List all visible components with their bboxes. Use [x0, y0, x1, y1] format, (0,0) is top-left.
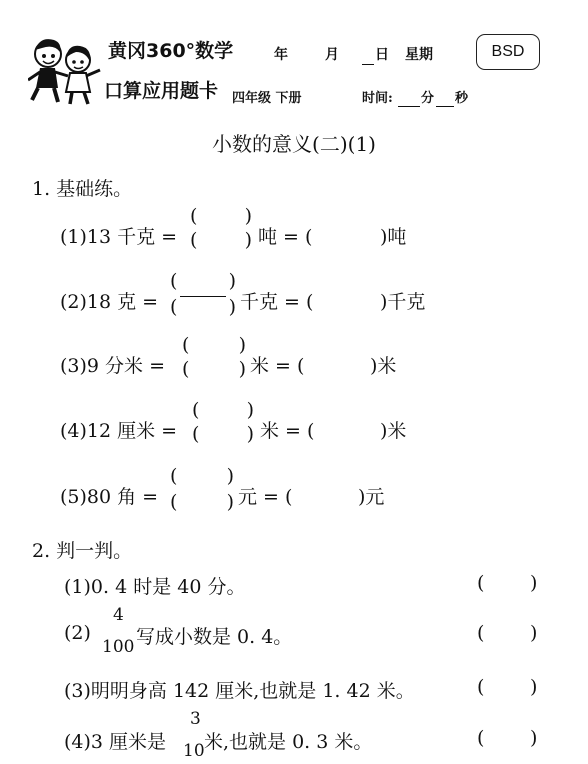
s1-item3-answer-blank[interactable]	[304, 351, 368, 375]
s1-item5-prefix: (5)80 角 =	[60, 486, 159, 508]
s2-item2-paren-open[interactable]: (	[477, 622, 485, 644]
s1-item1-suffix: )吨	[380, 226, 407, 248]
s1-item1-answer-blank[interactable]	[322, 222, 378, 246]
s1-item3-fraction-blank[interactable]: ( ) ( )	[182, 334, 246, 380]
kids-logo-illustration	[28, 30, 102, 106]
s1-item1-mid: 吨 = (	[258, 226, 313, 248]
s1-item4-mid: 米 = (	[260, 420, 315, 442]
date-day-label: 日	[375, 47, 389, 63]
s2-item2-frac-num: 4	[113, 605, 124, 625]
s2-item3-text: (3)明明身高 142 厘米,也就是 1. 42 米。	[64, 680, 415, 702]
s2-item2-text: 写成小数是 0. 4。	[136, 626, 293, 648]
s1-item2-suffix: )千克	[380, 291, 426, 313]
s1-item1-prefix: (1)13 千克 =	[60, 226, 178, 248]
s1-item2-fraction-blank[interactable]: ( ) ( )	[170, 270, 236, 318]
s2-item2-prefix: (2)	[64, 622, 91, 644]
s2-item2-frac-den: 100	[102, 637, 135, 657]
s2-item4-paren-open[interactable]: (	[477, 727, 485, 749]
s1-item1-fraction-blank[interactable]: ( ) ( )	[190, 205, 252, 251]
s2-item4-paren-close[interactable]: )	[530, 727, 538, 749]
s1-item2-answer-blank[interactable]	[322, 287, 378, 311]
edition-badge: BSD	[476, 34, 540, 70]
s2-item1-paren-close[interactable]: )	[530, 572, 538, 594]
s1-item2-mid: 千克 = (	[240, 291, 314, 313]
s1-item5-suffix: )元	[358, 486, 385, 508]
s2-item1-text: (1)0. 4 时是 40 分。	[64, 576, 246, 598]
date-year-label: 年	[274, 47, 288, 63]
s2-item1-paren-open[interactable]: (	[477, 572, 485, 594]
s2-item4-frac-num: 3	[190, 709, 201, 729]
s2-item3-paren-open[interactable]: (	[477, 676, 485, 698]
time-label: 时间:	[362, 91, 393, 106]
s1-item2-prefix: (2)18 克 =	[60, 291, 159, 313]
section2-heading: 2. 判一判。	[32, 540, 133, 562]
brand-subtitle	[104, 76, 218, 103]
s2-item4-text: 米,也就是 0. 3 米。	[204, 731, 373, 753]
s1-item5-fraction-blank[interactable]: ( ) ( )	[170, 465, 234, 513]
section1-heading: 1. 基础练。	[32, 178, 133, 200]
s2-item3-paren-close[interactable]: )	[530, 676, 538, 698]
seconds-label: 秒	[455, 91, 469, 106]
s1-item4-fraction-blank[interactable]: ( ) ( )	[192, 399, 254, 445]
brand-subtitle-text: 口算应用题卡	[104, 80, 219, 102]
date-week-label: 星期	[405, 47, 433, 63]
s1-item4-answer-blank[interactable]	[320, 416, 378, 440]
s1-item3-mid: 米 = (	[250, 355, 305, 377]
grade-label: 四年级 下册	[232, 91, 302, 106]
s1-item5-answer-blank[interactable]	[300, 482, 356, 506]
date-day-blank[interactable]	[362, 46, 374, 65]
s1-item4-suffix: )米	[380, 420, 407, 442]
s1-item5-mid: 元 = (	[238, 486, 293, 508]
s1-item3-suffix: )米	[370, 355, 397, 377]
minutes-label: 分	[421, 91, 435, 106]
s2-item4-prefix: (4)3 厘米是	[64, 731, 167, 753]
date-month-label: 月	[325, 47, 339, 63]
page-title: 小数的意义(二)(1)	[212, 132, 376, 156]
brand-title: 黄冈360°数学	[108, 40, 234, 62]
s1-item4-prefix: (4)12 厘米 =	[60, 420, 178, 442]
s2-item2-paren-close[interactable]: )	[530, 622, 538, 644]
s2-item4-frac-den: 10	[183, 741, 205, 761]
minutes-blank[interactable]	[398, 88, 420, 107]
s1-item3-prefix: (3)9 分米 =	[60, 355, 166, 377]
seconds-blank[interactable]	[436, 88, 454, 107]
